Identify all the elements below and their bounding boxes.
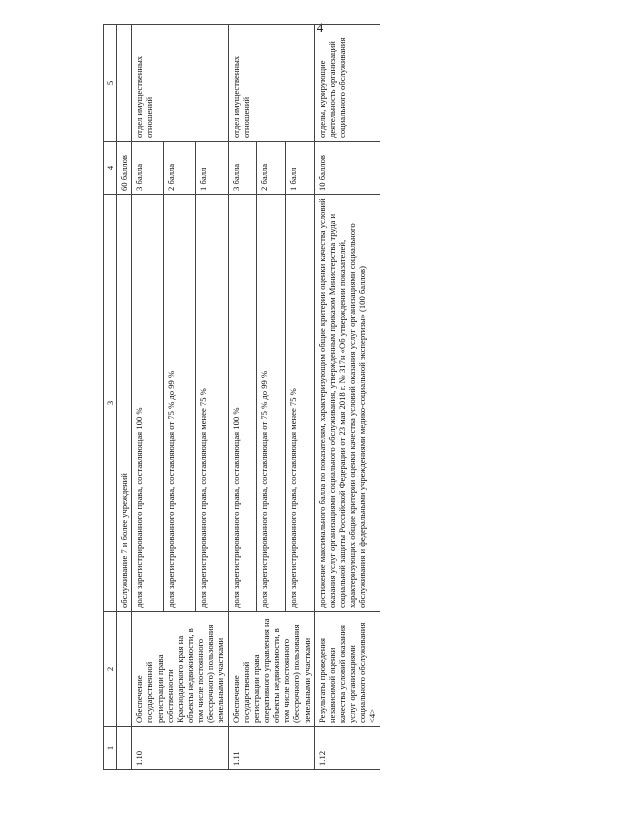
cell-criterion: доля зарегистрированного права, составляющая 100 % [228,195,257,612]
cell-indicator: Результаты проведения независимой оценки качества условий оказания услуг организациями социального обслуживания <4> [314,612,379,727]
cell-score: 1 балл [196,142,228,195]
cell-criterion: доля зарегистрированного права, составляющая от 75 % до 99 % [257,195,286,612]
cell-num: 1.11 [228,727,314,770]
criteria-table [103,24,380,770]
header-col-4: 4 [104,142,117,195]
cell-score: 3 балла [228,142,257,195]
table-row [117,25,132,770]
cell-criterion: достижение максимального балла по показателям, характеризующим общие критерии оценки качества условий оказания услуг организациями социального обслуживания, утвержденным приказом Министерства труда и социальной защиты Российской Федерации от 23 мая 2018 г. № 317н «Об утверждении показателей, характеризующих общие критерии оценки качества условий оказания услуг организациями социального обслуживания и федеральными учреждениями медико-социальной экспертизы» (100 баллов) [314,195,379,612]
cell-num: 1.12 [314,727,379,770]
table-row [132,25,164,770]
table-header-row [104,25,117,770]
header-col-3: 3 [104,195,117,612]
cell-criterion: доля зарегистрированного права, составляющая менее 75 % [285,195,314,612]
header-col-1: 1 [104,727,117,770]
cell-indicator [117,612,132,727]
cell-indicator: Обеспечение государственной регистрации права оперативного управления на объекты недвижимости, в том числе постоянного (бессрочного) пользования земельными участками [228,612,314,727]
cell-responsible: отдел имущественных отношений [228,25,314,142]
table-row [314,25,379,770]
page-number: 4 [316,20,324,35]
cell-score: 2 балла [257,142,286,195]
rotated-table-area [103,37,523,770]
cell-responsible [117,25,132,142]
cell-num: 1.10 [132,727,228,770]
cell-score: 1 балл [285,142,314,195]
cell-criterion: доля зарегистрированного права, составляющая от 75 % до 99 % [164,195,196,612]
cell-score: 2 балла [164,142,196,195]
cell-num [117,727,132,770]
header-col-2: 2 [104,612,117,727]
table-row [228,25,257,770]
cell-responsible: отделы, курирующие деятельность организаций социального обслуживания [314,25,379,142]
header-col-5: 5 [104,25,117,142]
cell-criterion: обслуживание 7 и более учреждений [117,195,132,612]
cell-responsible: отдел имущественных отношений [132,25,228,142]
cell-indicator: Обеспечение государственной регистрации права собственности Краснодарского края на объекты недвижимости, в том числе постоянного (бессрочного) пользования земельными участками [132,612,228,727]
cell-criterion: доля зарегистрированного права, составляющая менее 75 % [196,195,228,612]
cell-criterion: доля зарегистрированного права, составляющая 100 % [132,195,164,612]
cell-score: 3 балла [132,142,164,195]
cell-score: 60 баллов [117,142,132,195]
cell-score: 10 баллов [314,142,379,195]
